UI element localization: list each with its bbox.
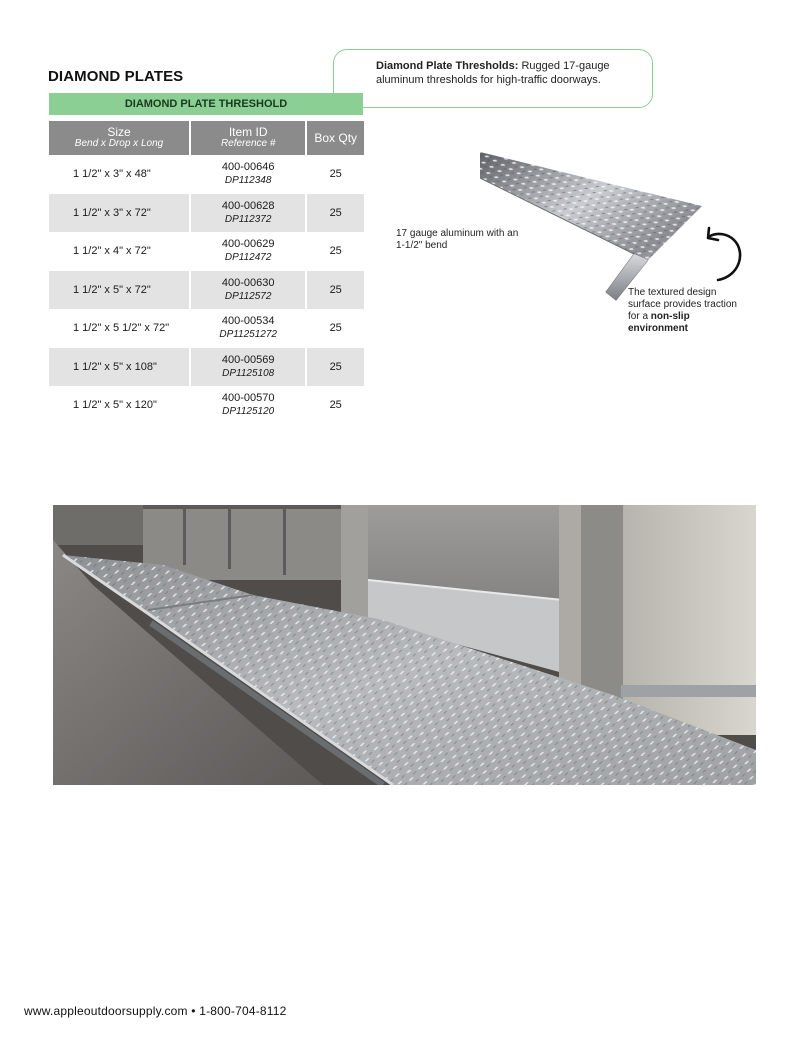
cell-size: 1 1/2" x 4" x 72"	[49, 232, 190, 271]
item-ref: DP112348	[224, 175, 272, 187]
curved-arrow-icon	[700, 226, 746, 284]
cell-qty: 25	[329, 168, 342, 181]
cell-item	[190, 386, 306, 425]
header-size-label: Size	[107, 125, 131, 139]
cell-qty: 25	[329, 399, 342, 412]
item-ref: DP11251272	[219, 329, 277, 341]
table-row	[49, 309, 364, 348]
header-item-label: Item ID	[228, 125, 268, 139]
cell-size: 1 1/2" x 3" x 48"	[49, 155, 190, 194]
footer-contact: www.appleoutdoorsupply.com • 1-800-704-8112	[24, 1004, 287, 1018]
installation-photo	[53, 505, 756, 785]
cell-qty: 25	[306, 194, 364, 233]
item-id: 400-00628	[221, 199, 275, 212]
header-qty	[306, 121, 364, 155]
item-ref: DP112372	[224, 213, 272, 225]
cell-qty: 25	[306, 348, 364, 387]
traction-note-text: The textured design surface provides traction for a	[628, 287, 737, 322]
item-id: 400-00646	[221, 161, 275, 174]
cell-size: 1 1/2" x 5" x 108"	[49, 348, 190, 387]
item-ref: DP112572	[224, 290, 272, 302]
table-row	[49, 155, 364, 194]
spec-table	[49, 121, 364, 425]
header-item	[190, 121, 306, 155]
item-id: 400-00630	[221, 276, 275, 289]
cell-item	[190, 194, 306, 233]
cell-qty: 25	[329, 245, 342, 258]
header-item-sub: Reference #	[220, 138, 276, 149]
traction-note-bold: non-slip environment	[628, 311, 690, 334]
item-ref: DP1125120	[222, 406, 275, 418]
cell-size: 1 1/2" x 5" x 72"	[49, 271, 190, 310]
header-size-sub: Bend x Drop x Long	[74, 138, 164, 149]
cell-item	[190, 155, 306, 194]
header-size	[49, 121, 190, 155]
callout-lead: Diamond Plate Thresholds:	[376, 60, 519, 72]
cell-qty: 25	[306, 271, 364, 310]
page-title: DIAMOND PLATES	[48, 68, 184, 85]
product-callout	[333, 49, 653, 108]
item-ref: DP112472	[224, 252, 272, 264]
header-qty-label: Box Qty	[314, 131, 358, 145]
table-row	[49, 271, 364, 310]
cell-size: 1 1/2" x 3" x 72"	[49, 194, 190, 233]
bend-note: 17 gauge aluminum with an 1-1/2" bend	[396, 228, 519, 251]
callout-text: Rugged 17-gauge aluminum thresholds for high-traffic doorways.	[376, 60, 610, 86]
item-ref: DP1125108	[222, 367, 275, 379]
cell-item	[190, 271, 306, 310]
item-id: 400-00534	[221, 315, 275, 328]
item-id: 400-00570	[221, 392, 275, 405]
table-row	[49, 194, 364, 233]
table-row	[49, 386, 364, 425]
cell-item	[190, 348, 306, 387]
table-title: DIAMOND PLATE THRESHOLD	[49, 93, 363, 115]
table-row	[49, 348, 364, 387]
cell-size: 1 1/2" x 5" x 120"	[49, 386, 190, 425]
item-id: 400-00569	[221, 353, 275, 366]
cell-qty: 25	[329, 322, 342, 335]
cell-size: 1 1/2" x 5 1/2" x 72"	[49, 309, 190, 348]
table-header-row	[49, 121, 364, 155]
traction-note	[628, 287, 738, 335]
table-row	[49, 232, 364, 271]
cell-item	[190, 232, 306, 271]
cell-item	[190, 309, 306, 348]
item-id: 400-00629	[221, 238, 275, 251]
